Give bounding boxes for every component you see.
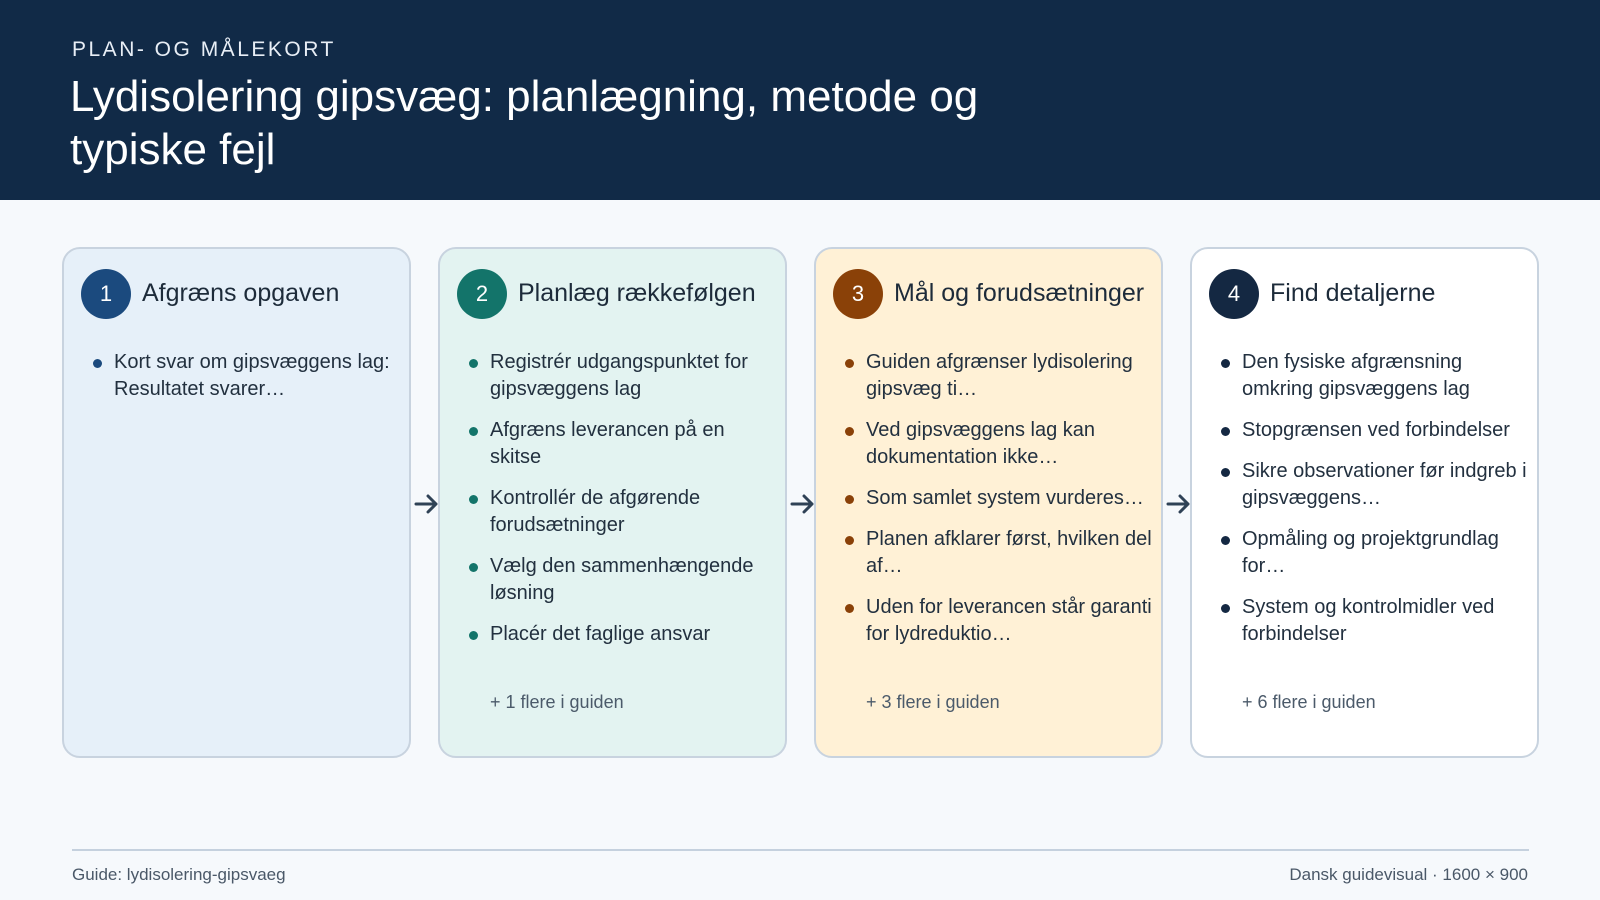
step-card-list [842,349,1152,662]
footer-guide-label: Guide: lydisolering-gipsvaeg [72,865,286,884]
step-card-title: Mål og forudsætninger [894,279,1145,307]
list-item-text: Ved gipsvæggens lag kan dokumentation ikke… [866,419,1096,468]
list-item-text: Stopgrænsen ved forbindelser [1242,419,1510,441]
step-number-badge: 1 [81,269,131,319]
list-item-text: Guiden afgrænser lydisolering gipsvæg ti… [866,351,1133,400]
list-item-text: Registrér udgangspunktet for gipsvæggens lag [490,351,748,400]
bullet-dot-icon [845,495,854,504]
step-card-3 [814,247,1163,758]
list-item-text: Sikre observationer før indgreb i gipsvæggens… [1242,460,1527,509]
list-item [466,553,776,607]
list-item [1218,458,1528,512]
arrow-right-icon [789,487,817,521]
list-item [1218,594,1528,648]
list-item-text: Den fysiske afgrænsning omkring gipsvæggens lag [1242,351,1470,400]
bullet-dot-icon [469,495,478,504]
step-card-title: Find detaljerne [1270,279,1436,307]
bullet-dot-icon [469,631,478,640]
list-item-text: Uden for leverancen står garanti for lydreduktio… [866,596,1152,645]
step-number-badge: 4 [1209,269,1259,319]
step-card-1 [62,247,411,758]
list-item-text: System og kontrolmidler ved forbindelser [1242,596,1495,645]
list-item [842,526,1152,580]
list-item-text: Vælg den sammenhængende løsning [490,555,754,604]
list-item-text: Placér det faglige ansvar [490,623,711,645]
footer-meta-label: Dansk guidevisual · 1600 × 900 [1289,865,1528,884]
list-item [842,349,1152,403]
bullet-dot-icon [1221,604,1230,613]
bullet-dot-icon [1221,468,1230,477]
step-card-list [90,349,400,417]
list-item-text: Som samlet system vurderes… [866,487,1144,509]
list-item-text: Opmåling og projektgrundlag for… [1242,528,1499,577]
list-item [466,621,776,648]
bullet-dot-icon [93,359,102,368]
eyebrow-label: PLAN- OG MÅLEKORT [72,38,336,61]
more-in-guide-link: + 6 flere i guiden [1242,692,1376,712]
step-number-badge: 2 [457,269,507,319]
step-card-list [466,349,776,662]
list-item [466,417,776,471]
header-band [0,0,1600,200]
arrow-right-icon [413,487,441,521]
list-item [1218,417,1528,444]
more-in-guide-link: + 3 flere i guiden [866,692,1000,712]
list-item-text: Kort svar om gipsvæggens lag: Resultatet svarer… [114,351,390,400]
bullet-dot-icon [845,359,854,368]
more-in-guide-link: + 1 flere i guiden [490,692,624,712]
bullet-dot-icon [1221,359,1230,368]
list-item [466,485,776,539]
bullet-dot-icon [845,427,854,436]
list-item-text: Planen afklarer først, hvilken del af… [866,528,1152,577]
bullet-dot-icon [845,604,854,613]
bullet-dot-icon [469,359,478,368]
bullet-dot-icon [845,536,854,545]
arrow-right-icon [1165,487,1193,521]
step-card-4 [1190,247,1539,758]
list-item [1218,526,1528,580]
list-item-text: Afgræns leverancen på en skitse [490,419,725,468]
page-title: Lydisolering gipsvæg: planlægning, metode og typiske fejl [70,72,979,174]
step-number-badge: 3 [833,269,883,319]
bullet-dot-icon [1221,536,1230,545]
list-item-text: Kontrollér de afgørende forudsætninger [490,487,701,536]
step-card-title: Afgræns opgaven [142,279,340,307]
list-item [1218,349,1528,403]
step-card-2 [438,247,787,758]
list-item [842,594,1152,648]
list-item [842,417,1152,471]
list-item [90,349,400,403]
bullet-dot-icon [1221,427,1230,436]
step-card-title: Planlæg rækkefølgen [518,279,756,307]
bullet-dot-icon [469,427,478,436]
list-item [466,349,776,403]
footer-divider [72,849,1529,851]
bullet-dot-icon [469,563,478,572]
list-item [842,485,1152,512]
step-card-list [1218,349,1528,662]
